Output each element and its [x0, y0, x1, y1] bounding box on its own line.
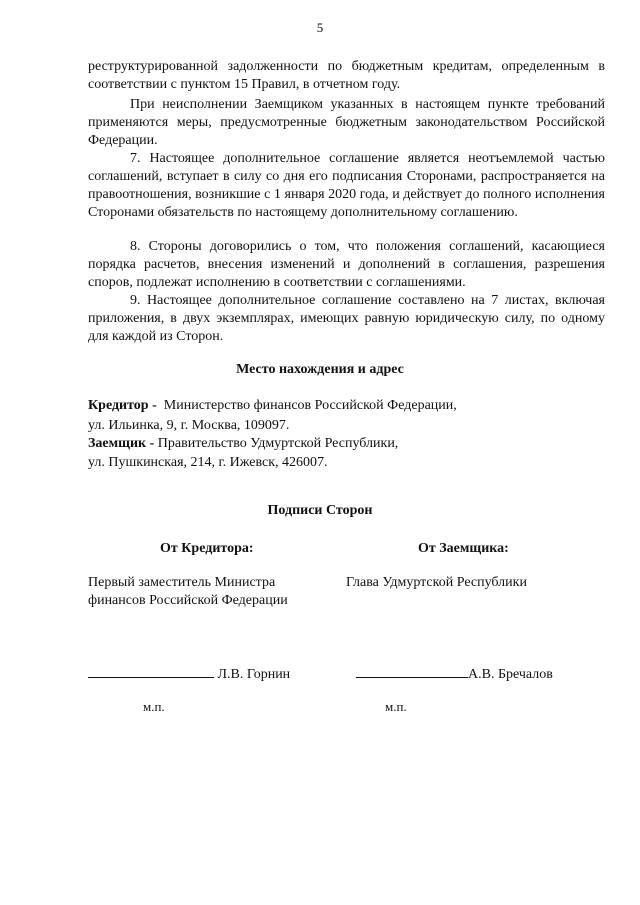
creditor-position-line2: финансов Российской Федерации — [88, 593, 288, 608]
stamp-label-creditor: м.п. — [143, 699, 165, 714]
paragraph-continuation: реструктурированной задолженности по бюджетным кредитам, определенным в соответствии с пунктом 15 Правил, в отчетном году. — [88, 59, 605, 92]
paragraph-noncompliance: При неисполнении Заемщиком указанных в настоящем пункте требований применяются меры, предусмотренные бюджетным законодательством Российской Федерации. — [88, 97, 605, 148]
paragraph-9: 9. Настоящее дополнительное соглашение составлено на 7 листах, включая приложения, в двух экземплярах, имеющих равную юридическую силу, по одному для каждой из Сторон. — [88, 293, 605, 344]
borrower-name: Правительство Удмуртской Республики, — [157, 436, 399, 451]
creditor-label: Кредитор - — [88, 398, 157, 413]
borrower-label: Заемщик - — [88, 436, 155, 451]
paragraph-7: 7. Настоящее дополнительное соглашение является неотъемлемой частью соглашений, вступает в силу со дня его подписания Сторонами, распространяется на правоотношения, возникшие с 1 января 2020 года, и действует до полного исполнения Сторонами обязательств по настоящему дополнительному соглашению. — [88, 151, 605, 220]
borrower-signature-blank — [356, 663, 468, 678]
borrower-position: Глава Удмуртской Республики — [346, 575, 527, 590]
borrower-signature-line — [356, 663, 553, 683]
creditor-signature-line — [88, 663, 290, 683]
creditor-signature-blank — [88, 663, 214, 678]
signatures-heading: Подписи Сторон — [267, 503, 373, 518]
creditor-position — [88, 574, 288, 610]
creditor-position-line1: Первый заместитель Министра — [88, 575, 276, 590]
borrower-signature-heading: От Заемщика: — [418, 541, 509, 556]
creditor-address: ул. Ильинка, 9, г. Москва, 109097. — [88, 418, 290, 433]
creditor-line — [88, 398, 457, 414]
borrower-address: ул. Пушкинская, 214, г. Ижевск, 426007. — [88, 455, 328, 470]
page-number: 5 — [316, 20, 324, 35]
borrower-line — [88, 436, 398, 452]
stamp-label-borrower: м.п. — [385, 699, 407, 714]
creditor-signature-heading: От Кредитора: — [160, 541, 254, 556]
creditor-signer: Л.В. Горнин — [217, 667, 291, 682]
borrower-signer: А.В. Бречалов — [468, 667, 553, 682]
creditor-name: Министерство финансов Российской Федерации, — [163, 398, 457, 413]
address-heading: Место нахождения и адрес — [236, 362, 404, 377]
paragraph-8: 8. Стороны договорились о том, что положения соглашений, касающиеся порядка расчетов, внесения изменений и дополнений в соглашения, разрешения споров, подлежат исполнению в соответствии с соглашениями. — [88, 239, 605, 290]
